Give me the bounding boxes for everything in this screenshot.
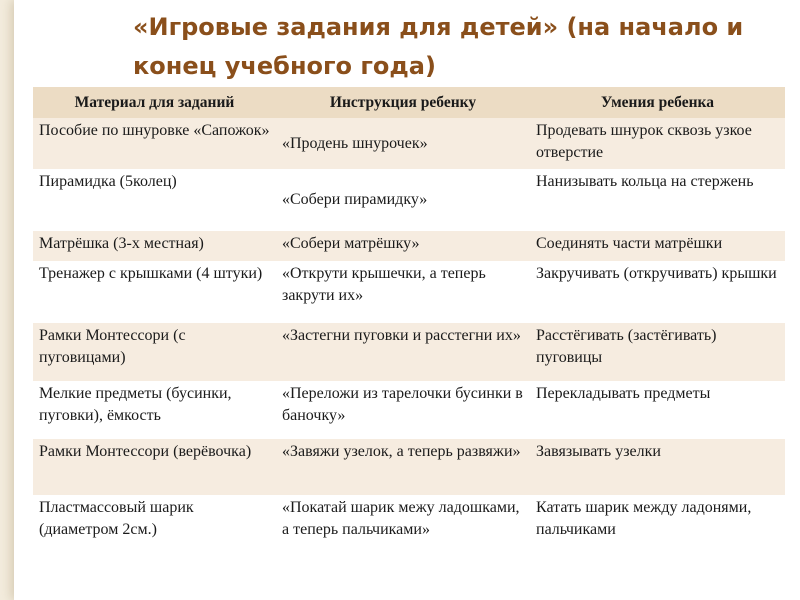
table-row [33,381,785,439]
cell-material: Рамки Монтессори (верёвочка) [33,439,276,495]
cell-material: Пластмассовый шарик (диаметром 2см.) [33,495,276,573]
table-header-row [33,87,785,118]
cell-instruction: «Продень шнурочек» [276,118,530,169]
table-row [33,261,785,323]
cell-material: Тренажер с крышками (4 штуки) [33,261,276,323]
table-row [33,231,785,261]
cell-skills: Нанизывать кольца на стержень [530,169,785,231]
cell-skills: Завязывать узелки [530,439,785,495]
cell-instruction: «Покатай шарик межу ладошками, а теперь пальчиками» [276,495,530,573]
cell-skills: Закручивать (откручивать) крышки [530,261,785,323]
cell-instruction: «Застегни пуговки и расстегни их» [276,323,530,381]
cell-material: Мелкие предметы (бусинки, пуговки), ёмкость [33,381,276,439]
table-row [33,169,785,231]
cell-material: Матрёшка (3-х местная) [33,231,276,261]
cell-material: Пирамидка (5колец) [33,169,276,231]
cell-skills: Продевать шнурок сквозь узкое отверстие [530,118,785,169]
cell-skills: Расстёгивать (застёгивать) пуговицы [530,323,785,381]
cell-instruction: «Переложи из тарелочки бусинки в баночку» [276,381,530,439]
table-row [33,323,785,381]
header-material: Материал для заданий [33,87,276,118]
cell-material: Рамки Монтессори (с пуговицами) [33,323,276,381]
cell-instruction: «Открути крышечки, а теперь закрути их» [276,261,530,323]
cell-instruction: «Собери матрёшку» [276,231,530,261]
table-row [33,118,785,169]
cell-skills: Перекладывать предметы [530,381,785,439]
cell-instruction: «Собери пирамидку» [276,169,530,231]
header-skills: Умения ребенка [530,87,785,118]
slide-title: «Игровые задания для детей» (на начало и конец учебного года) [133,13,744,80]
table-row [33,439,785,495]
cell-material: Пособие по шнуровке «Сапожок» [33,118,276,169]
cell-instruction: «Завяжи узелок, а теперь развяжи» [276,439,530,495]
header-instruction: Инструкция ребенку [276,87,530,118]
table-row [33,495,785,573]
cell-skills: Соединять части матрёшки [530,231,785,261]
tasks-table [33,87,785,573]
cell-skills: Катать шарик между ладонями, пальчиками [530,495,785,573]
